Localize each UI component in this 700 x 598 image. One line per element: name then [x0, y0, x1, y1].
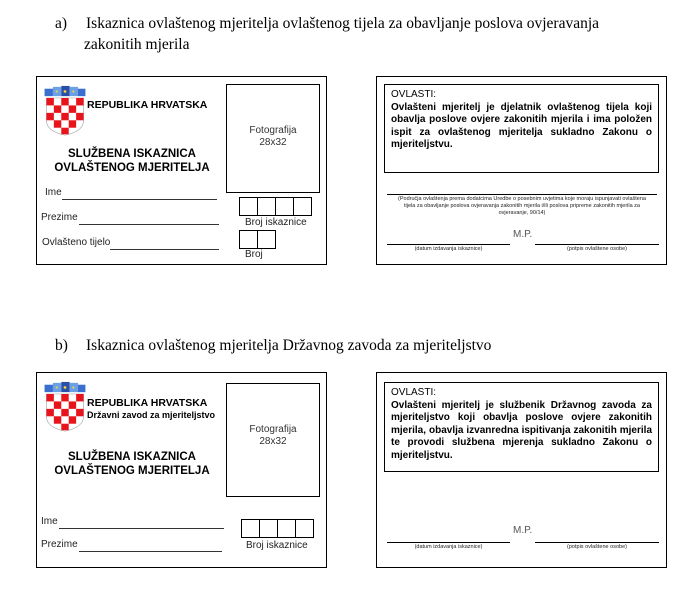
photo-placeholder: Fotografija 28x32	[226, 84, 320, 193]
institution-label: Državni zavod za mjeriteljstvo	[87, 410, 216, 420]
field-ime-label: Ime	[45, 187, 62, 198]
date-caption: (datum izdavanja iskaznice)	[414, 544, 483, 550]
coat-of-arms-icon	[42, 381, 88, 433]
broj-iskaznice-label: Broj iskaznice	[245, 217, 307, 228]
republic-label: REPUBLIKA HRVATSKA	[87, 397, 208, 409]
field-prezime-line	[79, 551, 222, 552]
ovlasti-title: OVLASTI:	[391, 387, 437, 398]
ovlasti-text: Ovlašteni mjeritelj je djelatnik ovlaštenog tijela koji obavlja poslove ovjere zakonitih mjerila i ima položen ispit za ovlaštenog mjeritelja sukladno Zakonu o mjeriteljstvu.	[391, 101, 652, 150]
ovlasti-title: OVLASTI:	[391, 89, 437, 100]
note-line	[387, 194, 657, 195]
card-a-back	[376, 76, 667, 265]
card-number-cells	[242, 519, 314, 538]
date-caption: (datum izdavanja iskaznice)	[414, 246, 483, 252]
ovlasti-box	[384, 382, 659, 472]
field-ime-label: Ime	[41, 516, 58, 527]
broj-iskaznice-label: Broj iskaznice	[246, 540, 308, 551]
republic-label: REPUBLIKA HRVATSKA	[87, 99, 208, 111]
field-prezime-label: Prezime	[41, 212, 78, 223]
field-ime-line	[59, 528, 224, 529]
field-tijelo-line	[110, 249, 219, 250]
section-a-marker: a)	[55, 15, 68, 32]
number-cells	[240, 230, 276, 249]
card-heading: SLUŽBENA ISKAZNICA OVLAŠTENOG MJERITELJA	[54, 148, 210, 174]
ovlasti-box	[384, 84, 659, 173]
card-number-cells	[240, 197, 312, 216]
mp-label: M.P.	[513, 525, 533, 536]
ovlastenja-note: (Područja ovlaštenja prema dodatcima Uredbe o posebnim uvjetima koje moraju ispunjavati ovlaštena tijela za obavljanje poslova ovjeravanja zakonitih mjerila i/ili poslova pripreme zakonitih mjerila za ovjeravanje, 90/14)	[398, 196, 646, 216]
date-line	[387, 244, 510, 245]
signature-line	[535, 244, 659, 245]
card-b-front	[36, 372, 327, 568]
photo-placeholder: Fotografija 28x32	[226, 383, 320, 497]
mp-label: M.P.	[513, 229, 533, 240]
coat-of-arms-icon	[42, 85, 88, 137]
date-line	[387, 542, 510, 543]
field-prezime-label: Prezime	[41, 539, 78, 550]
signature-caption: (potpis ovlaštene osobe)	[567, 246, 627, 252]
field-ime-line	[62, 199, 217, 200]
section-a-title-line1: Iskaznica ovlaštenog mjeritelja ovlaštenog tijela za obavljanje poslova ovjeravanja	[86, 15, 600, 32]
ovlasti-text: Ovlašteni mjeritelj je službenik Državnog zavoda za mjeriteljstvo koji obavlja poslove ovjere zakonitih mjerila, obavlja izvanredna ispitivanja zakonitih mjerila te provodi službena mjerenja sukladno Zakonu o mjeriteljstvu.	[391, 399, 652, 461]
field-tijelo-label: Ovlašteno tijelo	[42, 237, 111, 248]
card-b-back	[376, 372, 667, 568]
card-a-front	[36, 76, 327, 265]
broj-label: Broj	[245, 249, 263, 260]
card-heading: SLUŽBENA ISKAZNICA OVLAŠTENOG MJERITELJA	[54, 451, 210, 477]
section-b-title: Iskaznica ovlaštenog mjeritelja Državnog zavoda za mjeriteljstvo	[86, 337, 492, 354]
field-prezime-line	[79, 224, 219, 225]
section-a-title-line2: zakonitih mjerila	[84, 36, 190, 53]
section-b-marker: b)	[55, 337, 68, 354]
signature-line	[535, 542, 659, 543]
signature-caption: (potpis ovlaštene osobe)	[567, 544, 627, 550]
